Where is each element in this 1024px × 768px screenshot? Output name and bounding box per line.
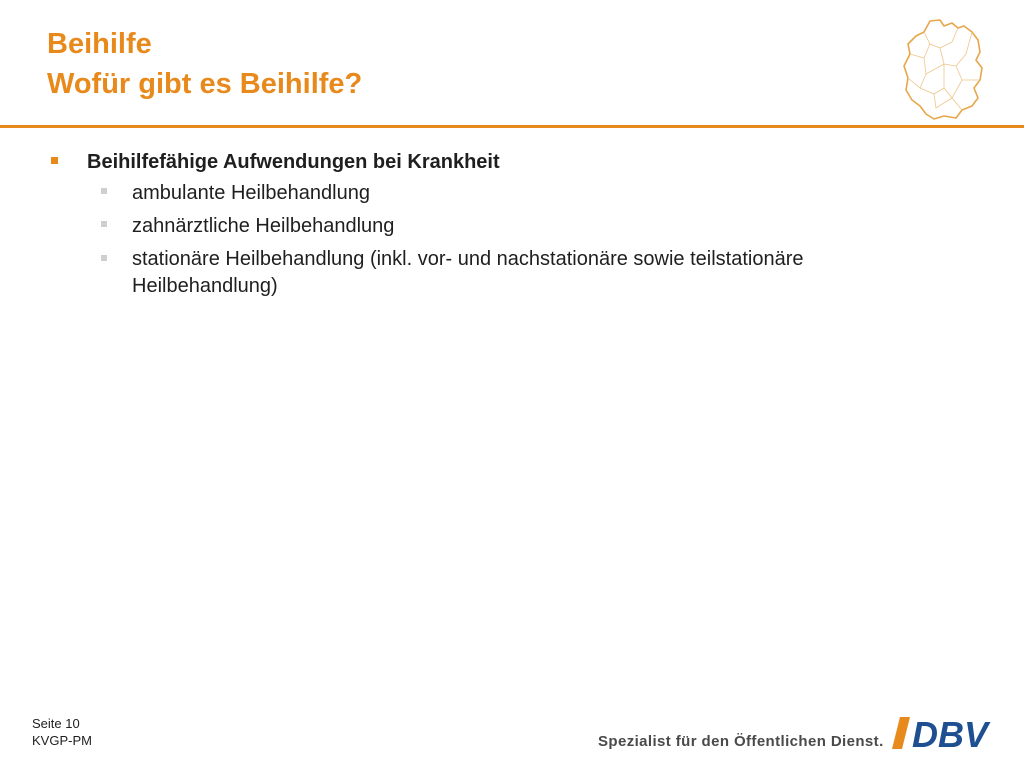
- slide-title: Beihilfe: [47, 28, 152, 60]
- header-divider: [0, 125, 1024, 128]
- bullet-heading: Beihilfefähige Aufwendungen bei Krankheit: [87, 151, 500, 173]
- company-tagline: Spezialist für den Öffentlichen Dienst.: [598, 733, 884, 750]
- square-bullet-icon: [51, 157, 58, 164]
- dbv-logo: [890, 715, 1002, 751]
- germany-map-icon: [900, 18, 988, 122]
- list-item: zahnärztliche Heilbehandlung: [132, 215, 395, 237]
- list-item: ambulante Heilbehandlung: [132, 182, 370, 204]
- square-bullet-icon: [101, 221, 107, 227]
- square-bullet-icon: [101, 188, 107, 194]
- slide-subtitle: Wofür gibt es Beihilfe?: [47, 68, 363, 100]
- page-number: Seite 10: [32, 716, 80, 731]
- logo-text: DBV: [912, 715, 989, 751]
- logo-slash-icon: [892, 717, 910, 749]
- square-bullet-icon: [101, 255, 107, 261]
- document-code: KVGP-PM: [32, 733, 92, 748]
- list-item: stationäre Heilbehandlung (inkl. vor- und nachstationäre sowie teilstationäre Heilbehandlung): [132, 248, 804, 297]
